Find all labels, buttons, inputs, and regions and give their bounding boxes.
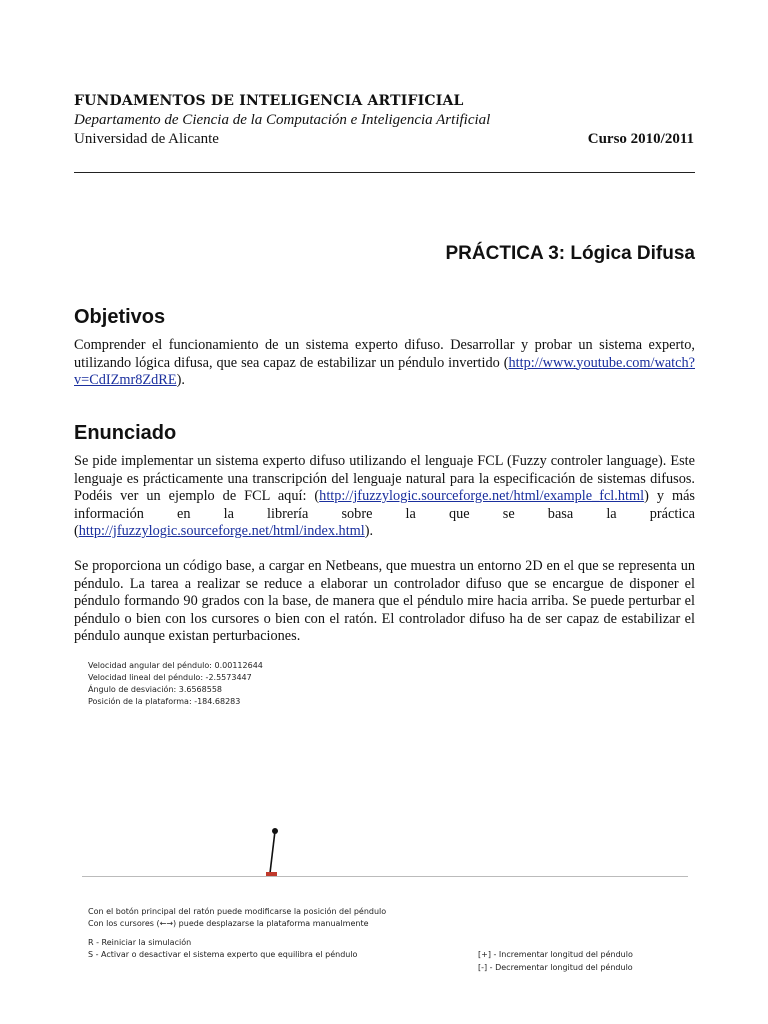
fcl-example-link[interactable]: http://jfuzzylogic.sourceforge.net/html/example_fcl.html <box>319 488 645 505</box>
course-year: Curso 2010/2011 <box>587 131 694 147</box>
enunciado-paragraph-2 <box>74 558 695 646</box>
enunciado-p1-mid: ) y más información en la librería sobre la que se basa la práctica ( <box>74 488 695 540</box>
enunciado-paragraph-1 <box>74 453 695 541</box>
practice-title: PRÁCTICA 3: Lógica Difusa <box>445 243 695 264</box>
pendulum-rod[interactable] <box>260 824 290 876</box>
help-cursors: Con los cursores (←→) puede desplazarse la plataforma manualmente <box>88 919 369 928</box>
status-linear-velocity: Velocidad lineal del péndulo: -2.5573447 <box>88 673 252 682</box>
pendulum-bob[interactable] <box>272 828 278 834</box>
simulation-ground-line <box>82 876 688 877</box>
status-angular-velocity: Velocidad angular del péndulo: 0.00112644 <box>88 661 263 670</box>
help-decrease-length: [-] - Decrementar longitud del péndulo <box>478 963 633 972</box>
help-increase-length: [+] - Incrementar longitud del péndulo <box>478 950 633 959</box>
header-divider <box>74 172 695 173</box>
help-expert-toggle: S - Activar o desactivar el sistema experto que equilibra el péndulo <box>88 950 358 959</box>
university-name: Universidad de Alicante <box>74 131 219 147</box>
status-platform-position: Posición de la plataforma: -184.68283 <box>88 697 241 706</box>
objetivos-section <box>74 306 165 329</box>
status-deviation-angle: Ángulo de desviación: 3.6568558 <box>88 685 223 694</box>
course-title: FUNDAMENTOS DE INTELIGENCIA ARTIFICIAL <box>74 93 464 109</box>
youtube-link[interactable]: http://www.youtube.com/watch?v=CdIZmr8ZdRE <box>74 354 695 389</box>
pendulum-line <box>270 831 275 873</box>
help-mouse: Con el botón principal del ratón puede modificarse la posición del péndulo <box>88 907 387 916</box>
simulation-status <box>88 660 263 708</box>
enunciado-p1-text: Se pide implementar un sistema experto difuso utilizando el lenguaje FCL (Fuzzy controler language). Este lenguaje es prácticamente una transcripción del lenguaje natural para la especificación de sistemas difusos. Podéis ver un ejemplo de FCL aquí: ( <box>74 453 695 505</box>
enunciado-p2-text: Se proporciona un código base, a cargar en Netbeans, que muestra un entorno 2D en el que se representa un péndulo. La tarea a realizar se reduce a elaborar un controlador difuso que se encargue de disponer el péndulo formando 90 grados con la base, de manera que el péndulo mire hacia arriba. Se puede perturbar el péndulo o bien con los cursores o bien con el ratón. El controlador difuso ha de ser capaz de estabilizar el péndulo aunque existan perturbaciones. <box>74 558 695 645</box>
enunciado-p1-end: ). <box>364 523 374 540</box>
department-name: Departamento de Ciencia de la Computación e Inteligencia Artificial <box>74 112 491 128</box>
objetivos-text-end: ). <box>176 372 185 389</box>
jfuzzylogic-index-link[interactable]: http://jfuzzylogic.sourceforge.net/html/index.html <box>78 523 365 540</box>
objetivos-text: Comprender el funcionamiento de un sistema experto difuso. Desarrollar y probar un sistema experto, utilizando lógica difusa, que sea capaz de estabilizar un péndulo invertido ( <box>74 337 695 371</box>
objetivos-heading: Objetivos <box>74 306 166 328</box>
objetivos-paragraph <box>74 337 695 390</box>
help-reset: R - Reiniciar la simulación <box>88 938 192 947</box>
enunciado-section <box>74 422 176 445</box>
enunciado-heading: Enunciado <box>74 422 177 444</box>
